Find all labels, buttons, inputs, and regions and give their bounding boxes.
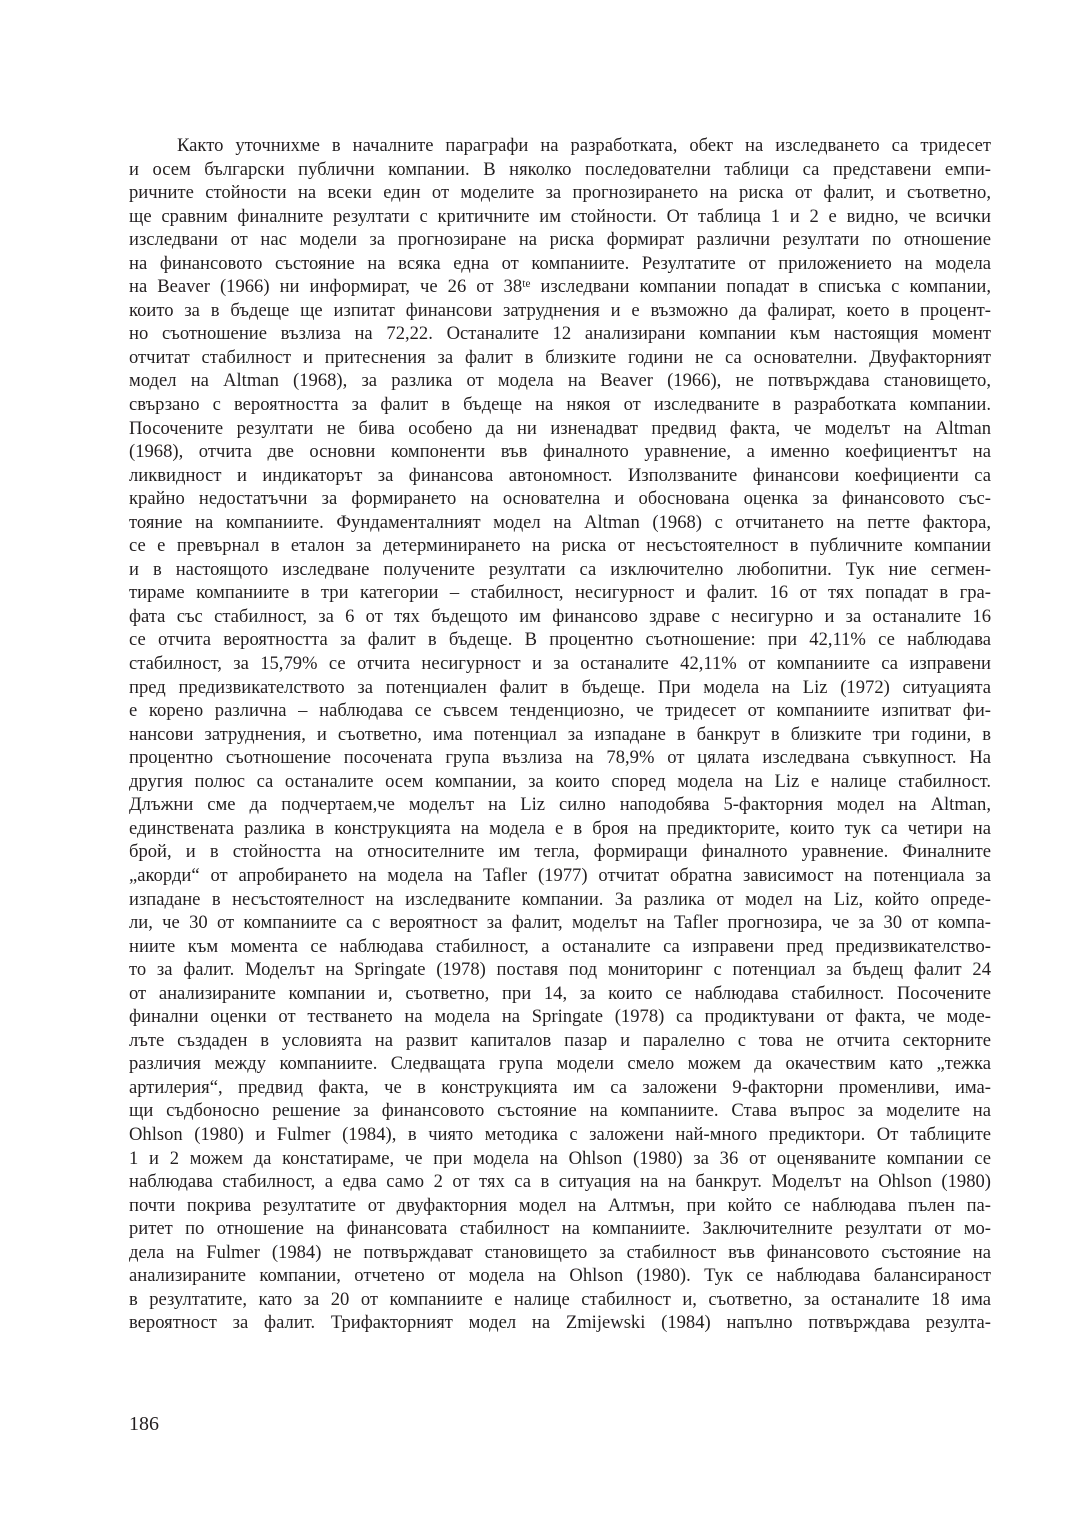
text-line: модел на Altman (1968), за разлика от модела на Beaver (1966), не потвърждава становището, [129,370,991,392]
text-line: ритет по отношение на финансовата стабилност на компаниите. Заключителните резултати от мо- [129,1218,991,1240]
text-line: нансови затруднения, и съответно, има потенциал за изпадане в банкрут в близките три години, в [129,723,991,745]
text-line: тояние на компаниите. Фундаменталният модел на Altman (1968) с отчитането на петте фактора, [129,511,991,533]
text-line: се е превърнал в еталон за детерминирането на риска от несъстоятелност в публичните компании [129,535,991,557]
text-line: и осем български публични компании. В няколко последователни таблици са представени емпи- [129,158,991,180]
text-line: финални оценки от тестването на модела на Springate (1978) са продиктувани от факта, че моде- [129,1006,991,1028]
text-line: крайно недостатъчни за формирането на основателна и обоснована оценка за финансовото със- [129,488,991,510]
text-line: фата със стабилност, за 6 от тях бъдещото им финансово здраве с несигурно и за останалите 16 [129,605,991,627]
text-line: на Beaver (1966) ни информират, че 26 от 38ᵗᵉ изследвани компании попадат в списъка с компании, [129,276,991,298]
text-line: вероятност за фалит. Трифакторният модел на Zmijewski (1984) напълно потвърждава резулта- [129,1312,991,1334]
text-line: Посочените резултати не бива особено да ни изненадват предвид факта, че моделът на Altman [129,417,991,439]
text-line: ликвидност и индикаторът за финансова автономност. Използваните финансови коефициенти са [129,464,991,486]
text-line: ли, че 30 от компаниите са с вероятност за фалит, моделът на Tafler прогнозира, че за 30 от компа- [129,912,991,934]
page-number: 186 [129,1413,159,1435]
text-line: се отчита вероятността за фалит в бъдеще. В процентно съотношение: при 42,11% се наблюдава [129,629,991,651]
text-line: стабилност, за 15,79% се отчита несигурност и за останалите 42,11% от компаниите са изправени [129,653,991,675]
text-line: тираме компаниите в три категории – стабилност, несигурност и фалит. 16 от тях попадат в гра- [129,582,991,604]
text-line: е корено различна – наблюдава се съвсем тенденциозно, че тридесет от компаниите изпитват фи- [129,700,991,722]
text-line: различия между компаниите. Следващата група модели смело можем да окачествим като „тежка [129,1053,991,1075]
text-line: ще сравним финалните резултати с критичните им стойности. От таблица 1 и 2 е видно, че всички [129,205,991,227]
text-line: (1968), отчита две основни компоненти във финалното уравнение, а именно коефициентът на [129,441,991,463]
text-line: но съотношение възлиза на 72,22. Останалите 12 анализирани компании към настоящия момент [129,323,991,345]
text-line: анализираните компании, отчетено от модела на Ohlson (1980). Тук се наблюдава балансираност [129,1265,991,1287]
text-line: брой, и в стойността на относителните им тегла, формиращи финалното уравнение. Финалните [129,841,991,863]
text-line: дела на Fulmer (1984) не потвърждават становището за стабилност във финансовото състояние на [129,1241,991,1263]
text-line: които за в бъдеще ще изпитат финансови затруднения и е възможно да фалират, което в процент- [129,299,991,321]
text-line: ричните стойности на всеки един от моделите за прогнозирането на риска от фалит, и съответно, [129,182,991,204]
text-line: Длъжни сме да подчертаем,че моделът на Liz силно наподобява 5-факторния модел на Altman, [129,794,991,816]
text-line: процентно съотношение посочената група възлиза на 78,9% от цялата изследвана съвкупност. На [129,747,991,769]
text-line: лъте създаден в условията на развит капиталов пазар и паралелно с това не отчита секторните [129,1029,991,1051]
text-line: щи съдбоносно решение за финансовото състояние на компаниите. Става въпрос за моделите на [129,1100,991,1122]
text-line: от анализираните компании и, съответно, при 14, за които се наблюдава стабилност. Посочените [129,982,991,1004]
text-line: и в настоящото изследване получените резултати са изключително любопитни. Тук ние сегмен- [129,558,991,580]
text-line: то за фалит. Моделът на Springate (1978) поставя под мониторинг с потенциал за бъдещ фалит 24 [129,959,991,981]
text-line: „акорди“ от апробирането на модела на Tafler (1977) отчитат обратна зависимост на потенциала за [129,864,991,886]
text-line: артилерия“, предвид факта, че в конструкцията им са заложени 9-факторни променливи, има- [129,1076,991,1098]
text-line: Както уточнихме в началните параграфи на разработката, обект на изследването са тридесет [177,135,991,156]
body-paragraph [129,134,991,1335]
text-line: Ohlson (1980) и Fulmer (1984), в чиято методика с заложени най-много предиктори. От таблиците [129,1123,991,1145]
text-line: отчитат стабилност и притеснения за фалит в близките години не са основателни. Двуфакторният [129,346,991,368]
text-line: 1 и 2 можем да констатираме, че при модела на Ohlson (1980) за 36 от оценяваните компании се [129,1147,991,1169]
text-line: наблюдава стабилност, а едва само 2 от тях са в ситуация на на банкрут. Моделът на Ohlson (1980) [129,1171,991,1193]
text-line: изпадане в несъстоятелност на изследваните компании. За разлика от модел на Liz, който опреде- [129,888,991,910]
text-line: в резултатите, като за 20 от компаниите е налице стабилност и, съответно, за останалите 18 има [129,1288,991,1310]
text-line: на финансовото състояние на всяка една от компаниите. Резултатите от приложението на модела [129,252,991,274]
text-line: почти покрива резултатите от двуфакторния модел на Алтмън, при който се наблюдава пълен па- [129,1194,991,1216]
text-line: изследвани от нас модели за прогнозиране на риска формират различни резултати по отношение [129,229,991,251]
text-line: свързано с вероятността за фалит в бъдеще на някоя от изследваните в разработката компании. [129,394,991,416]
text-line: другия полюс са останалите осем компании, за които според модела на Liz е налице стабилност. [129,770,991,792]
text-line: ниите към момента се наблюдава стабилност, а останалите са изправени пред предизвикателство- [129,935,991,957]
text-line: единствената разлика в конструкцията на модела е в броя на предикторите, които тук са четири на [129,817,991,839]
text-line: пред предизвикателството за потенциален фалит в бъдеще. При модела на Liz (1972) ситуацията [129,676,991,698]
